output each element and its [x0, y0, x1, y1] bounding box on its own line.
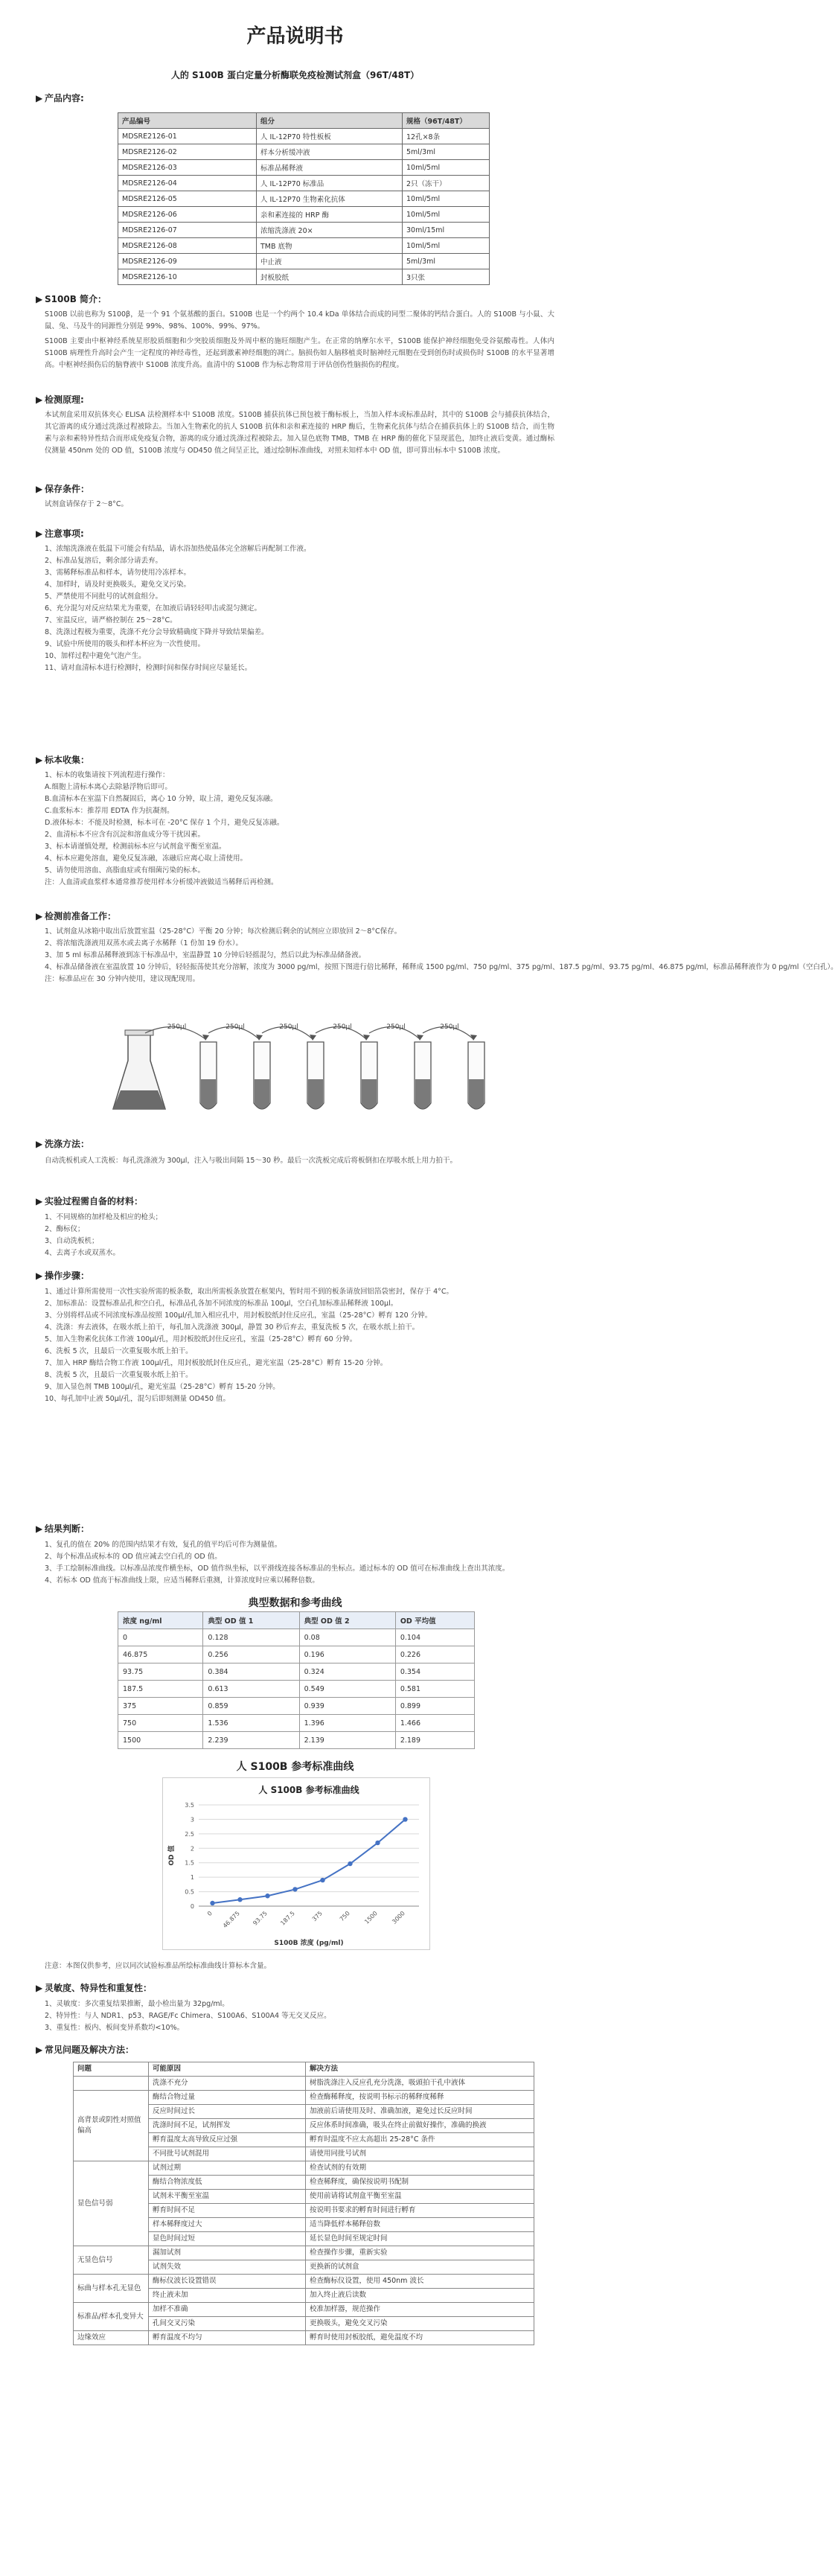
y-tick-label: 3 — [190, 1816, 194, 1824]
std-cell: 0.613 — [203, 1681, 299, 1698]
std-header: 浓度 ng/ml — [118, 1612, 203, 1629]
faq-problem: 无显色信号 — [74, 2246, 149, 2275]
section-sample-heading — [36, 753, 89, 766]
kit-cell: MDSRE2126-03 — [118, 160, 257, 176]
storage-text: 试剂盒请保存于 2～8°C。 — [45, 500, 128, 508]
faq-table — [73, 2062, 534, 2345]
kit-cell: 10ml/5ml — [403, 160, 490, 176]
faq-row — [74, 2161, 534, 2176]
chart-note: 注意：本图仅供参考，应以同次试验标准品所绘标准曲线计算标本含量。 — [45, 1962, 272, 1970]
sensitivity-item: 1、灵敏度：多次重复结果推断，最小检出量为 32pg/ml。 — [45, 2000, 229, 2008]
serial-dilution-diagram — [112, 1020, 499, 1124]
std-cell: 2.139 — [299, 1732, 395, 1749]
std-cell: 0.196 — [299, 1646, 395, 1663]
faq-row — [74, 2331, 534, 2345]
kit-row — [118, 129, 490, 144]
section-label: 检测原理: — [45, 394, 84, 405]
kit-cell: MDSRE2126-06 — [118, 207, 257, 223]
material-item: 1、不同规格的加样枪及相应的枪头； — [45, 1213, 163, 1221]
kit-cell: MDSRE2126-04 — [118, 176, 257, 191]
kit-cell: MDSRE2126-01 — [118, 129, 257, 144]
std-cell: 187.5 — [118, 1681, 203, 1698]
std-cell: 750 — [118, 1715, 203, 1732]
transfer-volume-label: 250μl — [226, 1023, 245, 1031]
test-tube-icon — [468, 1042, 484, 1109]
faq-problem: 标曲与样本孔无显色 — [74, 2275, 149, 2303]
bullet-icon: ▶ — [36, 1983, 43, 1993]
section-label: 结果判断： — [45, 1524, 90, 1534]
std-cell: 2.239 — [203, 1732, 299, 1749]
test-tube-icon — [307, 1042, 324, 1109]
bullet-icon: ▶ — [36, 528, 43, 539]
y-tick-label: 1.5 — [185, 1859, 194, 1867]
kit-cell: 人 IL-12P70 生物素化抗体 — [257, 191, 403, 207]
kit-cell: MDSRE2126-02 — [118, 144, 257, 160]
kit-cell: MDSRE2126-08 — [118, 238, 257, 254]
section-label: 保存条件： — [45, 484, 90, 494]
sample-item: D.液体标本：不能及时检测，标本可在 -20°C 保存 1 个月，避免反复冻融。 — [45, 819, 284, 827]
faq-cause: 试剂失效 — [149, 2260, 306, 2275]
bullet-icon: ▶ — [36, 911, 43, 921]
section-label: 灵敏度、特异性和重复性： — [45, 1983, 153, 1993]
transfer-volume-label: 250μl — [279, 1023, 298, 1031]
std-cell: 0.104 — [395, 1629, 474, 1646]
std-cell: 0.354 — [395, 1663, 474, 1681]
faq-problem: 显色信号弱 — [74, 2161, 149, 2246]
note-item: 8、洗涤过程极为重要，洗涤不充分会导致精确度下降并导致结果偏差。 — [45, 628, 269, 636]
prep-item: 4、标准品储备液在室温放置 10 分钟后，轻轻振荡使其充分溶解，浓度为 3000 pg/ml，按照下图进行倍比稀释，稀释成 1500 pg/ml、750 pg/ml、375 pg/ml、187.5 pg/ml、93.75 pg/ml、46.875 pg/ml，标准品稀释液作为 0 pg/ml（空白孔）。 — [45, 963, 838, 971]
faq-cause: 不同批号试剂混用 — [149, 2147, 306, 2161]
faq-cause: 试剂过期 — [149, 2161, 306, 2176]
bullet-icon: ▶ — [36, 294, 43, 304]
bullet-icon: ▶ — [36, 2045, 43, 2055]
std-cell: 0.899 — [395, 1698, 474, 1715]
std-table-title: 典型数据和参考曲线 — [248, 1597, 342, 1609]
sample-item: A.细胞上清标本离心去除悬浮物后即可。 — [45, 783, 172, 791]
kit-row — [118, 176, 490, 191]
section-prep-heading — [36, 910, 116, 922]
y-tick-label: 0 — [190, 1903, 194, 1910]
kit-cell: 人 IL-12P70 标准品 — [257, 176, 403, 191]
bullet-icon: ▶ — [36, 755, 43, 765]
faq-cause: 酶结合物浓度低 — [149, 2176, 306, 2190]
note-item: 10、加样过程中避免气泡产生。 — [45, 652, 146, 660]
std-cell: 375 — [118, 1698, 203, 1715]
prep-item: 注：标准品应在 30 分钟内使用，建议现配现用。 — [45, 975, 200, 983]
section-notes-heading — [36, 527, 84, 540]
test-tube-icon — [200, 1042, 217, 1109]
bullet-icon: ▶ — [36, 1271, 43, 1281]
x-tick-label: 46.875 — [221, 1910, 241, 1930]
section-label: 注意事项: — [45, 528, 84, 539]
section-wash-heading — [36, 1137, 89, 1150]
faq-cause: 试剂未平衡至室温 — [149, 2190, 306, 2204]
kit-cell: TMB 底物 — [257, 238, 403, 254]
std-cell: 0.226 — [395, 1646, 474, 1663]
note-item: 4、加样时，请及时更换吸头，避免交叉污染。 — [45, 581, 191, 589]
faq-header: 解决方法 — [306, 2062, 534, 2077]
section-label: 检测前准备工作： — [45, 911, 117, 921]
kit-row — [118, 207, 490, 223]
kit-cell: 标准品稀释液 — [257, 160, 403, 176]
sample-item: B.血清标本在室温下自然凝固后，离心 10 分钟，取上清，避免反复冻融。 — [45, 795, 278, 803]
x-tick-label: 375 — [310, 1910, 324, 1923]
kit-row — [118, 269, 490, 285]
bullet-icon: ▶ — [36, 484, 43, 494]
faq-solution: 使用前请将试剂盒平衡至室温 — [306, 2190, 534, 2204]
section-label: 洗涤方法： — [45, 1139, 90, 1149]
std-cell: 46.875 — [118, 1646, 203, 1663]
step-item: 8、洗板 5 次，且最后一次重复吸水纸上拍干。 — [45, 1371, 193, 1379]
section-label: 标本收集： — [45, 755, 90, 765]
kit-cell: 10ml/5ml — [403, 238, 490, 254]
faq-solution: 孵育时温度不应太高超出 25-28°C 条件 — [306, 2133, 534, 2147]
step-item: 2、加标准品：设置标准品孔和空白孔，标准品孔各加不同浓度的标准品 100μl，空白孔加标准品稀释液 100μl。 — [45, 1300, 398, 1308]
sample-item: 1、标本的收集请按下列流程进行操作： — [45, 771, 170, 779]
kit-cell: 亲和素连接的 HRP 酶 — [257, 207, 403, 223]
test-tube-icon — [361, 1042, 377, 1109]
faq-cause: 酶标仪波长设置错误 — [149, 2275, 306, 2289]
flask-icon — [113, 1030, 165, 1109]
intro-paragraph-1: S100B 以前也称为 S100β，是一个 91 个氨基酸的蛋白。S100B 也是一个约两个 10.4 kDa 单体结合而成的同型二聚体的钙结合蛋白。人的 S100B 与小鼠、大鼠、兔、马及牛的同源性分别是 99%、98%、100%、99%、97%。 — [45, 310, 554, 330]
standard-data-table — [118, 1611, 475, 1749]
std-cell: 0.128 — [203, 1629, 299, 1646]
std-cell: 0.549 — [299, 1681, 395, 1698]
faq-solution: 加液前后请使用及时、准确加液，避免过长反应时间 — [306, 2105, 534, 2119]
std-header: 典型 OD 值 2 — [299, 1612, 395, 1629]
prep-item: 2、将浓缩洗涤液用双蒸水或去离子水稀释（1 份加 19 份水）。 — [45, 939, 243, 947]
section-principle-heading — [36, 393, 84, 406]
faq-row — [74, 2275, 534, 2289]
sample-list — [45, 770, 554, 889]
kit-row — [118, 238, 490, 254]
sample-item: 4、标本应避免溶血，避免反复冻融，冻融后应离心取上清使用。 — [45, 854, 248, 863]
faq-header: 可能原因 — [149, 2062, 306, 2077]
chart-outer-title: 人 S100B 参考标准曲线 — [236, 1761, 354, 1773]
kit-cell: 中止液 — [257, 254, 403, 269]
bullet-icon: ▶ — [36, 1139, 43, 1149]
data-point — [375, 1841, 380, 1845]
std-cell: 0.859 — [203, 1698, 299, 1715]
std-row — [118, 1715, 475, 1732]
faq-row — [74, 2246, 534, 2260]
std-row — [118, 1646, 475, 1663]
bullet-icon: ▶ — [36, 93, 43, 103]
kit-cell: 封板胶纸 — [257, 269, 403, 285]
section-intro-heading — [36, 293, 106, 305]
kit-cell: MDSRE2126-10 — [118, 269, 257, 285]
note-item: 9、试验中所使用的吸头和样本杯应为一次性使用。 — [45, 640, 205, 648]
principle-paragraph: 本试剂盒采用双抗体夹心 ELISA 法检测样本中 S100B 浓度。S100B 捕获抗体已预包被于酶标板上，当加入样本或标准品时，其中的 S100B 会与捕获抗体结合，其它游离的成分通过洗涤过程被除去。当加入生物素化的抗人 S100B 抗体和亲和素连接的 HRP 酶后，生物素化抗体与结合在捕获抗体上的 S100B 结合，而生物素与亲和素特异性结合而形成免疫复合物，游离的成分通过洗涤过程被除去。加入显色底物 TMB，TMB 在 HRP 酶的催化下显现蓝色，加终止液后变黄。通过酶标仪测量 450nm 处的 OD 值，S100B 浓度与 OD450 值之间呈正比，通过绘制标准曲线，对照未知样本中 OD 值，即可算出标本中 S100B 浓度。 — [45, 411, 554, 455]
material-item: 2、酶标仪； — [45, 1225, 85, 1233]
faq-solution: 更换吸头，避免交叉污染 — [306, 2317, 534, 2331]
faq-solution: 检查酶稀释度，按说明书标示的稀释度稀释 — [306, 2091, 534, 2105]
prep-list — [45, 926, 838, 985]
section-label: S100B 简介： — [45, 294, 107, 304]
sensitivity-item: 3、重复性：板内、板间变异系数均<10%。 — [45, 2024, 185, 2032]
section-label: 常见问题及解决方法： — [45, 2045, 135, 2055]
sample-item: 注：人血清或血浆样本通常推荐使用样本分析缓冲液做适当稀释后再检测。 — [45, 878, 278, 886]
result-item: 3、手工绘制标准曲线。以标准品浓度作横坐标，OD 值作纵坐标，以平滑线连接各标准品的坐标点。通过标本的 OD 值可在标准曲线上查出其浓度。 — [45, 1565, 510, 1573]
faq-row — [74, 2303, 534, 2317]
test-tube-icon — [415, 1042, 431, 1109]
x-tick-label: 0 — [205, 1910, 214, 1918]
faq-problem: 边缘效应 — [74, 2331, 149, 2345]
x-tick-label: 3000 — [391, 1910, 406, 1925]
step-item: 7、加入 HRP 酶结合物工作液 100μl/孔，用封板胶纸封住反应孔，避光室温（25-28°C）孵育 15-20 分钟。 — [45, 1359, 388, 1367]
faq-solution: 请使用同批号试剂 — [306, 2147, 534, 2161]
std-cell: 0.08 — [299, 1629, 395, 1646]
faq-solution: 加入终止液后读数 — [306, 2289, 534, 2303]
x-tick-label: 187.5 — [279, 1910, 296, 1927]
faq-row — [74, 2077, 534, 2091]
sample-item: 3、标本请谨慎处理，检测前标本应与试剂盒平衡至室温。 — [45, 843, 226, 851]
kit-row — [118, 144, 490, 160]
kit-cell: 5ml/3ml — [403, 254, 490, 269]
sample-item: C.血浆标本：推荐用 EDTA 作为抗凝剂。 — [45, 807, 174, 815]
faq-solution: 检查操作步骤，重新实验 — [306, 2246, 534, 2260]
prep-item: 3、加 5 ml 标准品稀释液到冻干标准品中，室温静置 10 分钟后轻摇混匀，然后以此为标准品储备液。 — [45, 951, 366, 959]
data-point — [237, 1897, 242, 1902]
kit-cell: 30ml/15ml — [403, 223, 490, 238]
result-item: 2、每个标准品或标本的 OD 值应减去空白孔的 OD 值。 — [45, 1553, 222, 1561]
kit-cell: 10ml/5ml — [403, 191, 490, 207]
intro-paragraph-2: S100B 主要由中枢神经系统星形胶质细胞和少突胶质细胞及外周中枢的施旺细胞产生。在正常的纳摩尔水平，S100B 能保护神经细胞免受谷氨酸毒性。人体内 S100B 病理性升高时会产生一定程度的神经毒性，还起到激素神经细胞的凋亡。脑损伤如人脑移植炎时脑神经元细胞在受到创伤时或损伤时 S100B 的水平显著增高。中枢神经损伤后的脑脊液中 S100B 浓度升高。血清中的 S100B 作为标志物常用于评估创伤性脑损伤的程度。 — [45, 337, 554, 369]
x-axis-label: S100B 浓度 (pg/ml) — [274, 1940, 344, 1947]
kit-cell: 10ml/5ml — [403, 207, 490, 223]
std-header: 典型 OD 值 1 — [203, 1612, 299, 1629]
transfer-volume-label: 250μl — [333, 1023, 352, 1031]
data-point — [348, 1861, 352, 1866]
data-point — [403, 1817, 407, 1821]
step-item: 3、分别将样品或不同浓度标准品按照 100μl/孔加入相应孔中，用封板胶纸封住反应孔，室温（25-28°C）孵育 120 分钟。 — [45, 1311, 432, 1320]
section-faq-heading — [36, 2043, 134, 2056]
note-item: 2、标准品复溶后，剩余部分请丢弃。 — [45, 557, 163, 565]
kit-header: 产品编号 — [118, 113, 257, 129]
faq-cause: 洗涤不充分 — [149, 2077, 306, 2091]
faq-cause: 孵育温度不均匀 — [149, 2331, 306, 2345]
series-line — [213, 1819, 406, 1903]
results-list — [45, 1539, 554, 1587]
faq-solution: 检查酶标仪设置，使用 450nm 波长 — [306, 2275, 534, 2289]
faq-cause: 漏加试剂 — [149, 2246, 306, 2260]
faq-solution: 按说明书要求的孵育时间进行孵育 — [306, 2204, 534, 2218]
test-tube-icon — [254, 1042, 270, 1109]
kit-row — [118, 191, 490, 207]
std-row — [118, 1698, 475, 1715]
y-tick-label: 2 — [190, 1845, 194, 1853]
std-cell: 1.536 — [203, 1715, 299, 1732]
faq-cause: 孵育时间不足 — [149, 2204, 306, 2218]
kit-cell: 样本分析缓冲液 — [257, 144, 403, 160]
steps-list — [45, 1286, 554, 1405]
step-item: 10、每孔加中止液 50μl/孔，混匀后即刻测量 OD450 值。 — [45, 1395, 231, 1403]
y-tick-label: 2.5 — [185, 1830, 194, 1838]
standard-curve-chart — [163, 1778, 429, 1949]
faq-cause: 酶结合物过量 — [149, 2091, 306, 2105]
std-cell: 0.384 — [203, 1663, 299, 1681]
note-item: 11、请对血清标本进行检测时，检测时间和保存时间应尽量延长。 — [45, 664, 252, 672]
kit-cell: 3只张 — [403, 269, 490, 285]
kit-cell: 人 IL-12P70 特性板板 — [257, 129, 403, 144]
std-cell: 2.189 — [395, 1732, 474, 1749]
chart-title: 人 S100B 参考标准曲线 — [258, 1785, 359, 1795]
std-cell: 1500 — [118, 1732, 203, 1749]
faq-cause: 孔间交叉污染 — [149, 2317, 306, 2331]
section-sensitivity-heading — [36, 1981, 152, 1994]
std-row — [118, 1629, 475, 1646]
std-row — [118, 1663, 475, 1681]
faq-solution: 校准加样器，规范操作 — [306, 2303, 534, 2317]
std-row — [118, 1681, 475, 1698]
material-item: 4、去离子水或双蒸水。 — [45, 1249, 121, 1257]
transfer-volume-label: 250μl — [167, 1023, 187, 1031]
kit-cell: 2只（冻干） — [403, 176, 490, 191]
step-item: 6、洗板 5 次，且最后一次重复吸水纸上拍干。 — [45, 1347, 193, 1355]
section-label: 操作步骤： — [45, 1271, 90, 1281]
faq-cause: 终止液未加 — [149, 2289, 306, 2303]
faq-solution: 反应体系时间准确，吸头在终止前做好操作，准确的换液 — [306, 2119, 534, 2133]
faq-solution: 更换新的试剂盒 — [306, 2260, 534, 2275]
kit-row — [118, 254, 490, 269]
std-cell: 0.581 — [395, 1681, 474, 1698]
faq-row — [74, 2091, 534, 2105]
y-tick-label: 0.5 — [185, 1888, 194, 1896]
x-tick-label: 1500 — [363, 1910, 379, 1925]
section-results-heading — [36, 1522, 89, 1535]
std-cell: 1.466 — [395, 1715, 474, 1732]
faq-solution: 孵育时使用封板胶纸，避免温度不均 — [306, 2331, 534, 2345]
data-point — [292, 1887, 297, 1891]
step-item: 9、加入显色剂 TMB 100μl/孔，避光室温（25-28°C）孵育 15-20 分钟。 — [45, 1383, 280, 1391]
result-item: 4、若标本 OD 值高于标准曲线上限，应适当稀释后重测，计算浓度时应乘以稀释倍数。 — [45, 1576, 319, 1585]
y-tick-label: 1 — [190, 1874, 194, 1882]
data-point — [210, 1901, 214, 1905]
section-label: 实验过程需自备的材料： — [45, 1196, 144, 1206]
data-point — [320, 1878, 324, 1882]
note-item: 5、严禁使用不同批号的试剂盒组分。 — [45, 592, 163, 601]
kit-header: 规格（96T/48T） — [403, 113, 490, 129]
std-cell: 0 — [118, 1629, 203, 1646]
faq-solution: 检查试剂的有效期 — [306, 2161, 534, 2176]
y-axis-label: OD 值 — [168, 1845, 176, 1866]
document-title: 产品说明书 — [246, 25, 344, 48]
faq-cause: 反应时间过长 — [149, 2105, 306, 2119]
kit-cell: MDSRE2126-09 — [118, 254, 257, 269]
y-tick-label: 3.5 — [185, 1802, 194, 1809]
std-cell: 1.396 — [299, 1715, 395, 1732]
sensitivity-list — [45, 1998, 554, 2034]
faq-solution: 检查稀释度，确保按说明书配制 — [306, 2176, 534, 2190]
section-materials-heading — [36, 1195, 143, 1207]
kit-cell: 5ml/3ml — [403, 144, 490, 160]
sensitivity-item: 2、特异性：与人 NDR1、p53、RAGE/Fc Chimera、S100A6、S100A4 等无交叉反应。 — [45, 2012, 331, 2020]
bullet-icon: ▶ — [36, 1196, 43, 1206]
prep-item: 1、试剂盒从冰箱中取出后放置室温（25-28°C）平衡 20 分钟；每次检测后剩余的试剂应立即放回 2～8°C保存。 — [45, 927, 402, 936]
materials-list — [45, 1212, 554, 1259]
wash-text: 自动洗板机或人工洗板：每孔洗涤液为 300μl，注入与吸出间隔 15～30 秒。最后一次洗板完成后将板倒扣在厚吸水纸上用力拍干。 — [45, 1157, 458, 1165]
sample-item: 2、血清标本不应含有沉淀和溶血成分等干扰因素。 — [45, 831, 205, 839]
faq-problem — [74, 2077, 149, 2091]
faq-cause: 显色时间过短 — [149, 2232, 306, 2246]
note-item: 1、浓缩洗涤液在低温下可能会有结晶，请水浴加热使晶体完全溶解后再配制工作液。 — [45, 545, 311, 553]
faq-cause: 加样不准确 — [149, 2303, 306, 2317]
sample-item: 5、请勿使用溶血、高脂血症或有细菌污染的标本。 — [45, 866, 205, 875]
kit-cell: 12孔×8条 — [403, 129, 490, 144]
faq-cause: 洗涤时间不足，试剂挥发 — [149, 2119, 306, 2133]
step-item: 4、洗涤：弃去液体，在吸水纸上拍干，每孔加入洗涤液 300μl，静置 30 秒后弃去，重复洗板 5 次，在吸水纸上拍干。 — [45, 1323, 420, 1332]
bullet-icon: ▶ — [36, 394, 43, 405]
faq-problem: 标准品/样本孔变异大 — [74, 2303, 149, 2331]
kit-row — [118, 223, 490, 238]
x-tick-label: 750 — [338, 1910, 351, 1923]
note-item: 6、充分混匀对反应结果尤为重要，在加液后请轻轻叩击或混匀测定。 — [45, 604, 262, 613]
note-item: 3、需稀释标准品和样本，请勿使用冷冻样本。 — [45, 569, 191, 577]
faq-cause: 样本稀释度过大 — [149, 2218, 306, 2232]
section-storage-heading — [36, 482, 89, 495]
kit-contents-table — [118, 112, 490, 285]
std-cell: 93.75 — [118, 1663, 203, 1681]
std-cell: 0.324 — [299, 1663, 395, 1681]
faq-problem: 高背景或阴性对照值偏高 — [74, 2091, 149, 2161]
section-contents-heading — [36, 92, 84, 104]
faq-cause: 孵育温度太高导致反应过强 — [149, 2133, 306, 2147]
faq-solution: 树脂洗涤注入反应孔充分洗涤，吸頭拍干孔中液体 — [306, 2077, 534, 2091]
result-item: 1、复孔的值在 20% 的范围内结果才有效，复孔的值平均后可作为测量值。 — [45, 1541, 282, 1549]
kit-cell: MDSRE2126-07 — [118, 223, 257, 238]
std-cell: 0.256 — [203, 1646, 299, 1663]
kit-header: 组分 — [257, 113, 403, 129]
faq-header: 问题 — [74, 2062, 149, 2077]
transfer-volume-label: 250μl — [386, 1023, 406, 1031]
chart-frame — [162, 1777, 430, 1950]
kit-cell: 浓缩洗涤液 20× — [257, 223, 403, 238]
faq-solution: 延长显色时间至规定时间 — [306, 2232, 534, 2246]
bullet-icon: ▶ — [36, 1524, 43, 1534]
std-row — [118, 1732, 475, 1749]
kit-cell: MDSRE2126-05 — [118, 191, 257, 207]
std-header: OD 平均值 — [395, 1612, 474, 1629]
data-point — [265, 1893, 269, 1898]
notes-list — [45, 543, 554, 674]
faq-solution: 适当降低样本稀释倍数 — [306, 2218, 534, 2232]
std-cell: 0.939 — [299, 1698, 395, 1715]
transfer-volume-label: 250μl — [440, 1023, 459, 1031]
section-steps-heading — [36, 1269, 89, 1282]
x-tick-label: 93.75 — [252, 1910, 269, 1927]
kit-row — [118, 160, 490, 176]
material-item: 3、自动洗板机； — [45, 1237, 99, 1245]
section-label: 产品内容: — [45, 93, 84, 103]
document-subtitle: 人的 S100B 蛋白定量分析酶联免疫检测试剂盒（96T/48T） — [170, 70, 420, 80]
note-item: 7、室温反应，请严格控制在 25～28°C。 — [45, 616, 177, 624]
step-item: 1、通过计算所需使用一次性实验所需的板条数，取出所需板条放置在框架内，暂时用不到的板条请放回铝箔袋密封，保存于 4°C。 — [45, 1288, 453, 1296]
step-item: 5、加入生物素化抗体工作液 100μl/孔，用封板胶纸封住反应孔，室温（25-28°C）孵育 60 分钟。 — [45, 1335, 357, 1343]
